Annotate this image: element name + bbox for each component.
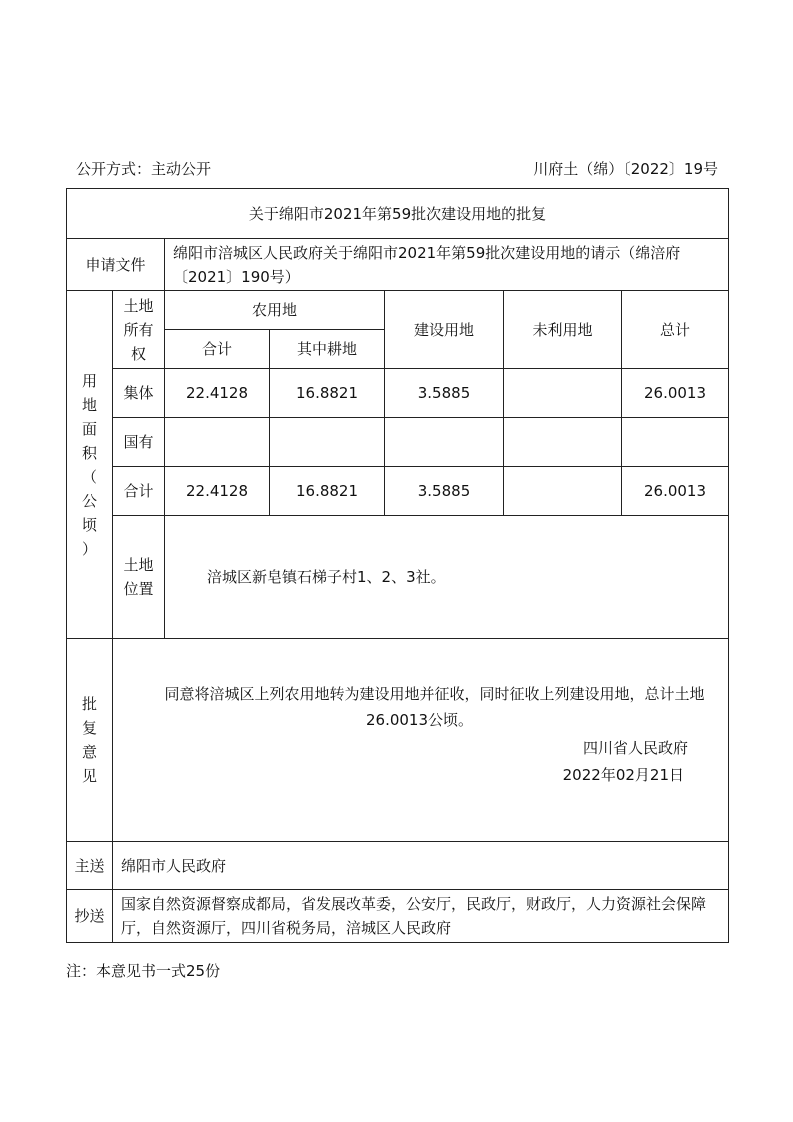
cc-label: 抄送 [67,890,113,943]
ownership-label: 土地 所有 权 [113,291,165,369]
document-number: 川府土（绵）〔2022〕19号 [533,160,718,178]
main-recipient-label: 主送 [67,842,113,890]
table-row [67,369,729,418]
table-row [67,418,729,467]
opinion-content [113,639,729,842]
cell-unused [504,418,622,467]
cell-total: 26.0013 [622,467,729,516]
cell-construction [385,418,504,467]
construction-land-header: 建设用地 [385,291,504,369]
opinion-label: 批 复 意 见 [67,639,113,842]
cell-cultivated [270,418,385,467]
cell-subtotal: 22.4128 [165,369,270,418]
cell-unused [504,369,622,418]
application-label: 申请文件 [67,239,165,291]
cell-total [622,418,729,467]
cell-construction: 3.5885 [385,467,504,516]
opinion-text: 同意将涪城区上列农用地转为建设用地并征收，同时征收上列建设用地，总计土地26.0013公顷。 [164,685,705,730]
land-area-section-label: 用 地 面 积 （ 公 顷 ） [67,291,113,639]
cultivated-land-header: 其中耕地 [270,330,385,369]
footer-note: 注：本意见书一式25份 [66,962,221,980]
application-text: 绵阳市涪城区人民政府关于绵阳市2021年第59批次建设用地的请示（绵涪府〔2021〕190号） [165,239,729,291]
disclosure-method: 公开方式：主动公开 [76,160,212,178]
location-label: 土地 位置 [113,516,165,639]
farmland-header: 农用地 [165,291,385,330]
cc-recipients: 国家自然资源督察成都局，省发展改革委，公安厅，民政厅，财政厅，人力资源社会保障厅，自然资源厅，四川省税务局，涪城区人民政府 [113,890,729,943]
cell-unused [504,467,622,516]
issuing-authority: 四川省人民政府 [582,739,688,757]
cell-construction: 3.5885 [385,369,504,418]
unused-land-header: 未利用地 [504,291,622,369]
approval-table [66,188,729,943]
land-location: 涪城区新皂镇石梯子村1、2、3社。 [165,516,729,639]
total-header: 总计 [622,291,729,369]
row-label: 合计 [113,467,165,516]
row-label: 集体 [113,369,165,418]
cell-subtotal [165,418,270,467]
issue-date: 2022年02月21日 [562,766,684,784]
cell-cultivated: 16.8821 [270,467,385,516]
row-label: 国有 [113,418,165,467]
cell-total: 26.0013 [622,369,729,418]
farmland-subtotal-header: 合计 [165,330,270,369]
cell-cultivated: 16.8821 [270,369,385,418]
cell-subtotal: 22.4128 [165,467,270,516]
table-row [67,467,729,516]
main-recipient: 绵阳市人民政府 [113,842,729,890]
document-title: 关于绵阳市2021年第59批次建设用地的批复 [67,189,729,239]
